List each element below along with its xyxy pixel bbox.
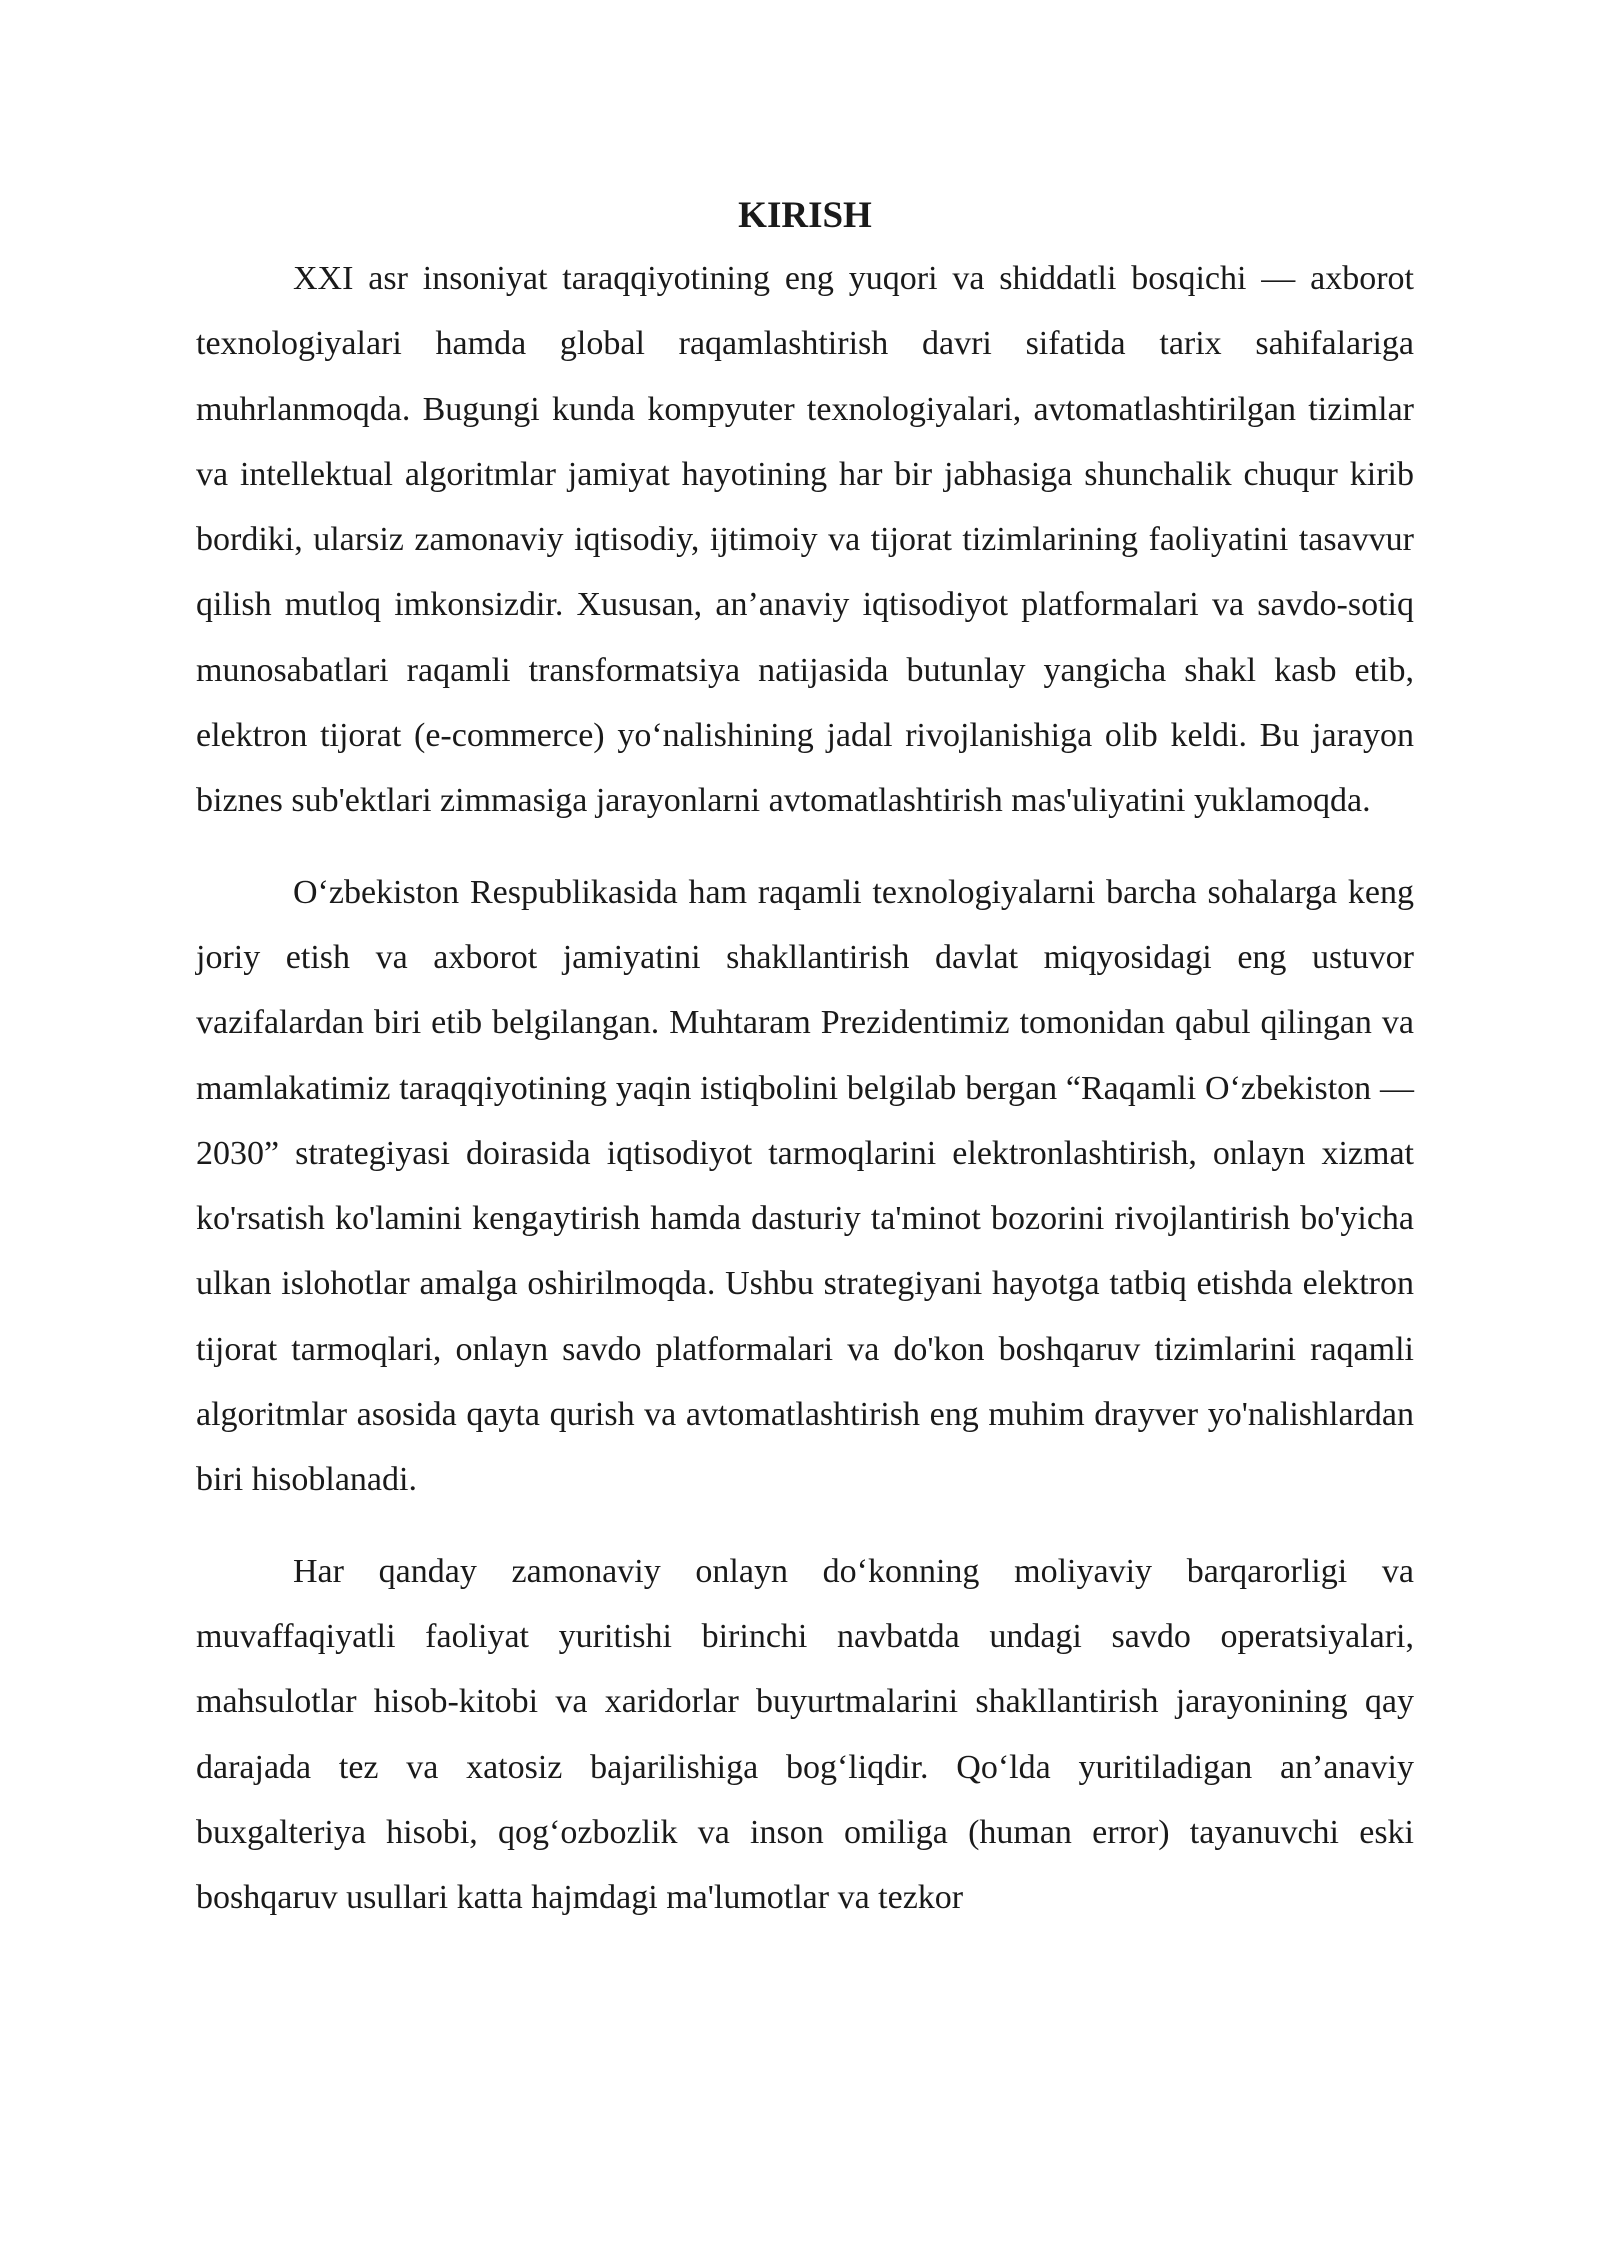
- paragraph-2: O‘zbekiston Respublikasida ham raqamli texnologiyalarni barcha sohalarga keng joriy etish va axborot jamiyatini shakllantirish davlat miqyosidagi eng ustuvor vazifalardan biri etib belgilangan. Muhtaram Prezidentimiz tomonidan qabul qilingan va mamlakatimiz taraqqiyotining yaqin istiqbolini belgilab bergan “Raqamli O‘zbekiston — 2030” strategiyasi doirasida iqtisodiyot tarmoqlarini elektronlashtirish, onlayn xizmat ko'rsatish ko'lamini kengaytirish hamda dasturiy ta'minot bozorini rivojlantirish bo'yicha ulkan islohotlar amalga oshirilmoqda. Ushbu strategiyani hayotga tatbiq etishda elektron tijorat tarmoqlari, onlayn savdo platformalari va do'kon boshqaruv tizimlarini raqamli algoritmlar asosida qayta qurish va avtomatlashtirish eng muhim drayver yo'nalishlardan biri hisoblanadi.: [196, 873, 1414, 1499]
- page-title: KIRISH: [738, 195, 872, 236]
- paragraph-3: Har qanday zamonaviy onlayn do‘konning moliyaviy barqarorligi va muvaffaqiyatli faoliyat yuritishi birinchi navbatda undagi savdo operatsiyalari, mahsulotlar hisob-kitobi va xaridorlar buyurtmalarini shakllantirish jarayonining qay darajada tez va xatosiz bajarilishiga bog‘liqdir. Qo‘lda yuritiladigan an’anaviy buxgalteriya hisobi, qog‘ozbozlik va inson omiliga (human error) tayanuvchi eski boshqaruv usullari katta hajmdagi ma'lumotlar va tezkor: [196, 1552, 1414, 1917]
- paragraph-1: XXI asr insoniyat taraqqiyotining eng yuqori va shiddatli bosqichi — axborot texnologiyalari hamda global raqamlashtirish davri sifatida tarix sahifalariga muhrlanmoqda. Bugungi kunda kompyuter texnologiyalari, avtomatlashtirilgan tizimlar va intellektual algoritmlar jamiyat hayotining har bir jabhasiga shunchalik chuqur kirib bordiki, ularsiz zamonaviy iqtisodiy, ijtimoiy va tijorat tizimlarining faoliyatini tasavvur qilish mutloq imkonsizdir. Xususan, an’anaviy iqtisodiyot platformalari va savdo-sotiq munosabatlari raqamli transformatsiya natijasida butunlay yangicha shakl kasb etib, elektron tijorat (e-commerce) yo‘nalishining jadal rivojlanishiga olib keldi. Bu jarayon biznes sub'ektlari zimmasiga jarayonlarni avtomatlashtirish mas'uliyatini yuklamoqda.: [196, 260, 1414, 820]
- document-body: [196, 186, 1414, 1930]
